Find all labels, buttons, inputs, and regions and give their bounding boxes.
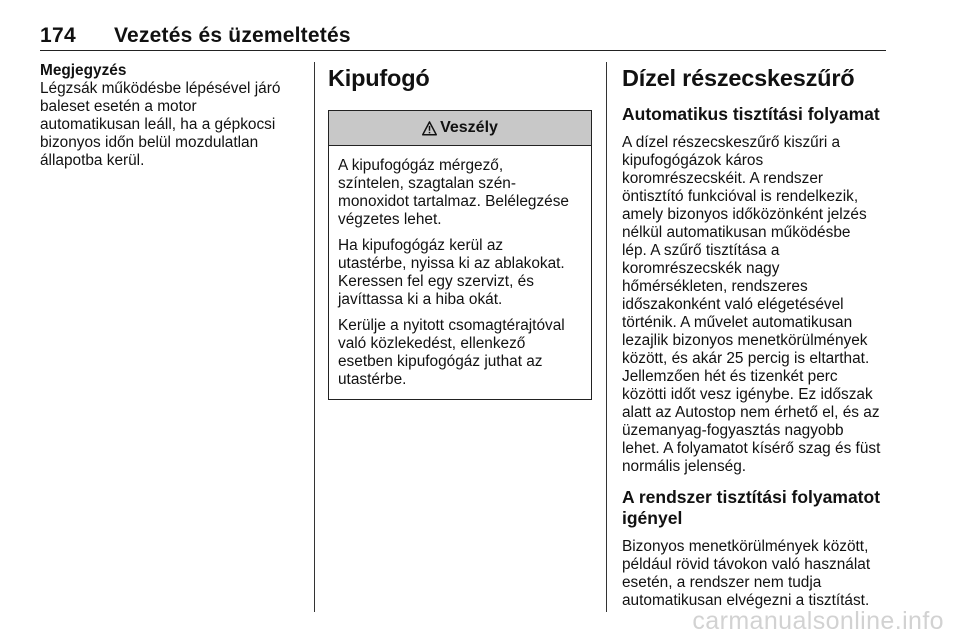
danger-body bbox=[329, 146, 591, 399]
section-heading-dpf: Dízel részecskeszűrő bbox=[622, 65, 855, 91]
danger-paragraph: Kerülje a nyitott csomagtérajtóval való közlekedést, ellenkező esetben kipufogógáz juthat az utastérbe. bbox=[338, 317, 565, 388]
paragraph-cleaning-required: Bizonyos menetkörülmények között, például rövid távokon való használat esetén, a rendszer nem tudja automatikusan elvégezni a tisztítást. bbox=[622, 538, 871, 609]
danger-paragraph: A kipufogógáz mérgező, színtelen, szagtalan szén- monoxidot tartalmaz. Belélegzése végzetes lehet. bbox=[338, 157, 569, 228]
column-divider-1 bbox=[314, 62, 315, 612]
warning-triangle-icon bbox=[422, 121, 437, 136]
page-header bbox=[40, 22, 886, 51]
danger-title: Veszély bbox=[440, 119, 498, 136]
danger-paragraph: Ha kipufogógáz kerül az utastérbe, nyissa ki az ablakokat. Keressen fel egy szervizt, és javíttassa ki a hiba okát. bbox=[338, 237, 565, 308]
note-title: Megjegyzés bbox=[40, 62, 127, 79]
subheading-auto-cleaning: Automatikus tisztítási folyamat bbox=[622, 104, 880, 124]
watermark: carmanualsonline.info bbox=[692, 607, 944, 635]
section-heading-exhaust: Kipufogó bbox=[328, 65, 430, 91]
column-left bbox=[40, 62, 302, 170]
danger-box bbox=[328, 110, 592, 400]
column-middle bbox=[328, 62, 592, 400]
column-right bbox=[622, 62, 892, 610]
danger-header bbox=[329, 111, 591, 146]
chapter-title: Vezetés és üzemeltetés bbox=[114, 24, 351, 47]
column-divider-2 bbox=[606, 62, 607, 612]
paragraph-auto-cleaning: A dízel részecskeszűrő kiszűri a kipufogógázok káros koromrészecskéit. A rendszer öntisztító funkcióval is rendelkezik, amely bizonyos időközönként jelzés nélkül automatikusan működésbe lép. A szűrő tisztítása a koromrészecskék nagy hőmérsékleten, rendszeres időszakonként való elégetésével történik. A művelet automatikusan lezajlik bizonyos menetkörülmények között, és akár 25 percig is eltarthat. Jellemzően hét és tizenkét perc közötti időt vesz igénybe. Ez időszak alatt az Autostop nem érhető el, és az üzemanyag-fogyasztás nagyobb lehet. A folyamatot kísérő szag és füst normális jelenség. bbox=[622, 134, 881, 475]
subheading-cleaning-required: A rendszer tisztítási folyamatot igényel bbox=[622, 487, 881, 528]
page-number: 174 bbox=[40, 24, 76, 47]
note-body: Légzsák működésbe lépésével járó baleset esetén a motor automatikusan leáll, ha a gépkocsi bizonyos időn belül mozdulatlan állapotba kerül. bbox=[40, 80, 281, 169]
